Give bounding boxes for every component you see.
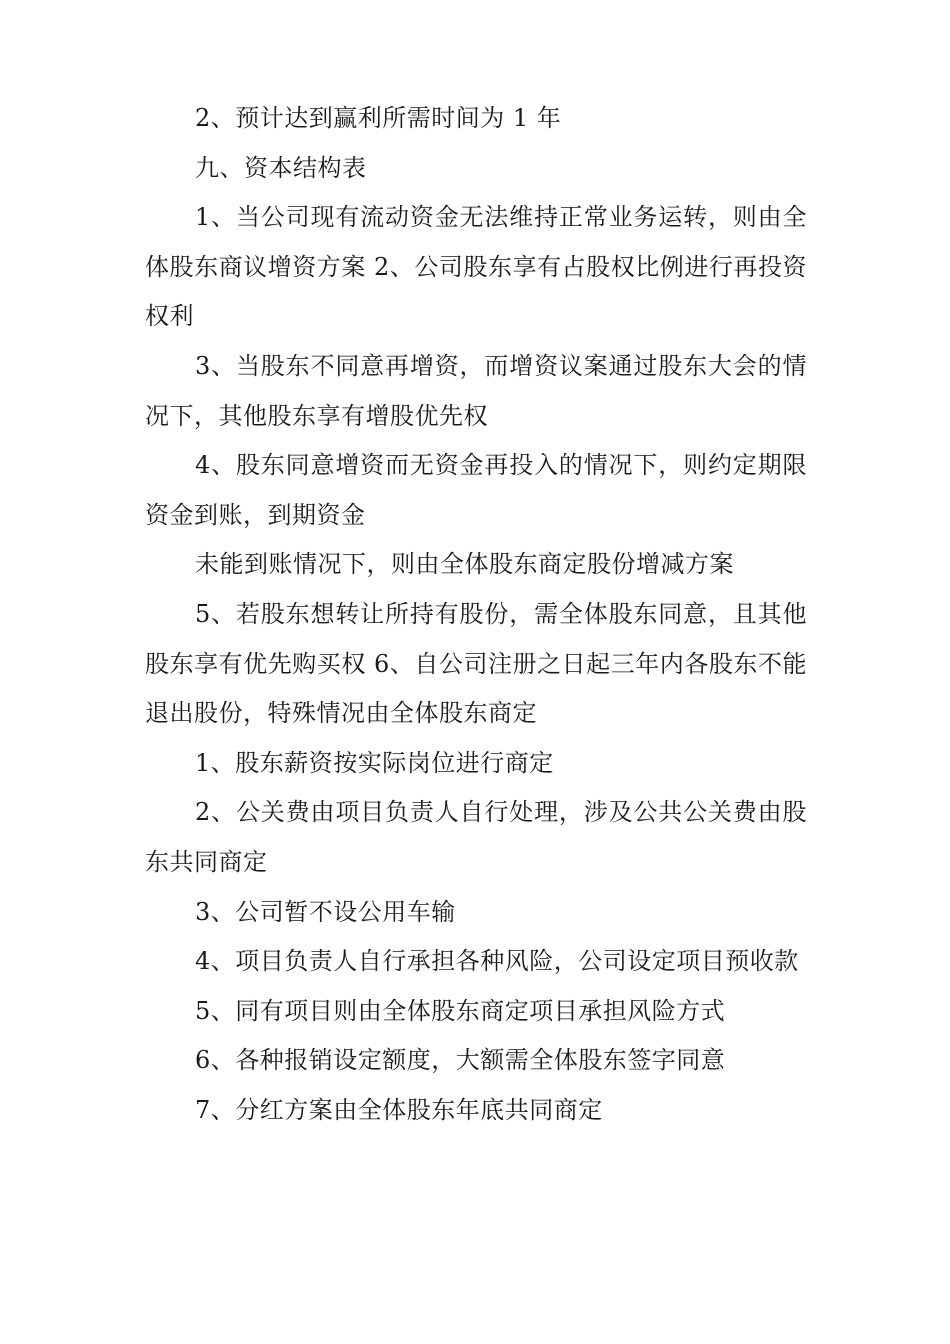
paragraph-reimbursement: 6、各种报销设定额度，大额需全体股东签字同意 bbox=[195, 1046, 726, 1075]
paragraph-risk-method: 5、同有项目则由全体股东商定项目承担风险方式 bbox=[195, 996, 726, 1025]
paragraph-preemptive-right: 3、当股东不同意再增资，而增资议案通过股东大会的情况下，其他股东享有增股优先权 bbox=[145, 351, 807, 430]
paragraph-company-vehicle: 3、公司暂不设公用车输 bbox=[195, 897, 456, 926]
paragraph-dividend-plan: 7、分红方案由全体股东年底共同商定 bbox=[195, 1095, 603, 1124]
paragraph-project-risk: 4、项目负责人自行承担各种风险，公司设定项目预收款 bbox=[195, 947, 799, 976]
section-heading-capital-structure: 九、资本结构表 bbox=[195, 153, 367, 182]
document-body bbox=[145, 94, 807, 1135]
paragraph-capital-increase: 1、当公司现有流动资金无法维持正常业务运转，则由全体股东商议增资方案 2、公司股东享有占股权比例进行再投资权利 bbox=[145, 203, 807, 331]
paragraph-profit-time: 2、预计达到赢利所需时间为 1 年 bbox=[195, 104, 562, 132]
paragraph-shareholder-salary: 1、股东薪资按实际岗位进行商定 bbox=[195, 748, 554, 777]
paragraph-share-transfer: 5、若股东想转让所持有股份，需全体股东同意，且其他股东享有优先购买权 6、自公司注册之日起三年内各股东不能退出股份，特殊情况由全体股东商定 bbox=[145, 599, 807, 728]
paragraph-pr-expenses: 2、公关费由项目负责人自行处理，涉及公共公关费由股东共同商定 bbox=[145, 798, 807, 876]
paragraph-share-adjustment: 未能到账情况下，则由全体股东商定股份增减方案 bbox=[195, 550, 734, 579]
paragraph-funding-deadline: 4、股东同意增资而无资金再投入的情况下，则约定期限资金到账，到期资金 bbox=[145, 451, 807, 529]
